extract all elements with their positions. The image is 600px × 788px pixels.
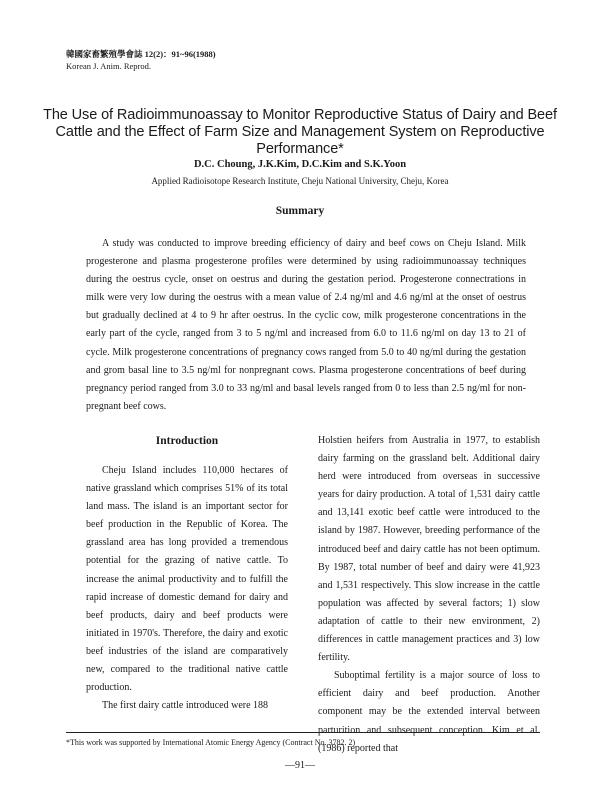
journal-header <box>66 48 216 72</box>
intro-paragraph-2: The first dairy cattle introduced were 188 <box>102 700 269 712</box>
intro-paragraph-1: Cheju Island includes 110,000 hectares of native grassland which comprises 51% of its total land mass. The island is an important sector for beef production in the Republic of Korea. The grassland area has long provided a tremendous potential for the grazing of native cattle. To increase the animal productivity and to fulfill the rapid increase of domestic demand for dairy and beef products, dairy and beef products were initiated in 1970's. Therefore, the dairy and exotic beef industries of the island are comparatively new, compared to the traditional native cattle production. <box>86 465 288 694</box>
footnote-rule <box>66 732 540 733</box>
left-column <box>86 432 288 715</box>
page-number: —91— <box>285 760 315 771</box>
journal-title: 韓國家畜繁殖學會誌 12(2)：91~96(1988) <box>66 49 216 59</box>
right-column <box>318 432 540 758</box>
summary-paragraph: A study was conducted to improve breeding efficiency of dairy and beef cows on Cheju Island. Milk progesterone and plasma progesterone profiles were determined by using radioimmunoassay techniques during the oestrus cycle, onset on oestrus and during the gestation period. Progesterone connectrations in milk were very low during the oestrus with a mean value of 2.4 ng/ml and 4.6 ng/ml at the onset of oestrus but gradually declined at 4 to 9 hr after oestrus. In the cyclic cow, milk progesterone concentrations in the early part of the cycle, ranged from 3 to 5 ng/ml and increased from 6.0 to 11.6 ng/ml on day 13 to 21 of cycle. Milk progesterone concentrations of pregnancy cows ranged from 5.0 to 40 ng/ml during the gestation and grom basal line to 3.5 ng/ml for nonpregnant cows. Plasma progesterone concentrations of beef during pregnancy period ranged from 3.0 to 33 ng/ml and basal levels ranged from 0 to less than 2.5 ng/ml for non-pregnant beef cows. <box>86 238 526 412</box>
intro-paragraph-2-continued: Holstien heifers from Australia in 1977, to establish dairy farming on the grassland belt. Additional dairy herd were introduced from overseas in successive years for dairy production. A total of 1,531 dairy cattle and 13,141 exotic beef cattle were introduced to the island by 1987. However, breeding performance of the introduced beef and dairy cattle has not been optimum. By 1987, total number of beef and dairy were 41,923 and 1,531 respectively. This slow increase in the cattle population was affected by several factors; 1) slow adaptation of cattle to their new environment, 2) differences in cattle management practices and 3) low fertility. <box>318 435 540 664</box>
paper-title: The Use of Radioimmunoassay to Monitor Reproductive Status of Dairy and Beef Cattle and the Effect of Farm Size and Management System on Reproductive Performance* <box>43 107 557 157</box>
journal-english-title: Korean J. Anim. Reprod. <box>66 61 151 71</box>
footnote: *This work was supported by International Atomic Energy Agency (Contract No. 3782. 2) <box>66 738 356 747</box>
authors: D.C. Choung, J.K.Kim, D.C.Kim and S.K.Yoon <box>193 159 407 170</box>
intro-paragraph-3: Suboptimal fertility is a major source of loss to efficient dairy and beef production. Another component may be the extended interval between parturition and subsequent conception. Kim et al. (1986) reported that <box>318 670 540 754</box>
summary-heading: Summary <box>275 205 325 217</box>
introduction-heading: Introduction <box>155 435 219 447</box>
affiliation: Applied Radioisotope Research Institute, Cheju National University, Cheju, Korea <box>151 176 449 186</box>
